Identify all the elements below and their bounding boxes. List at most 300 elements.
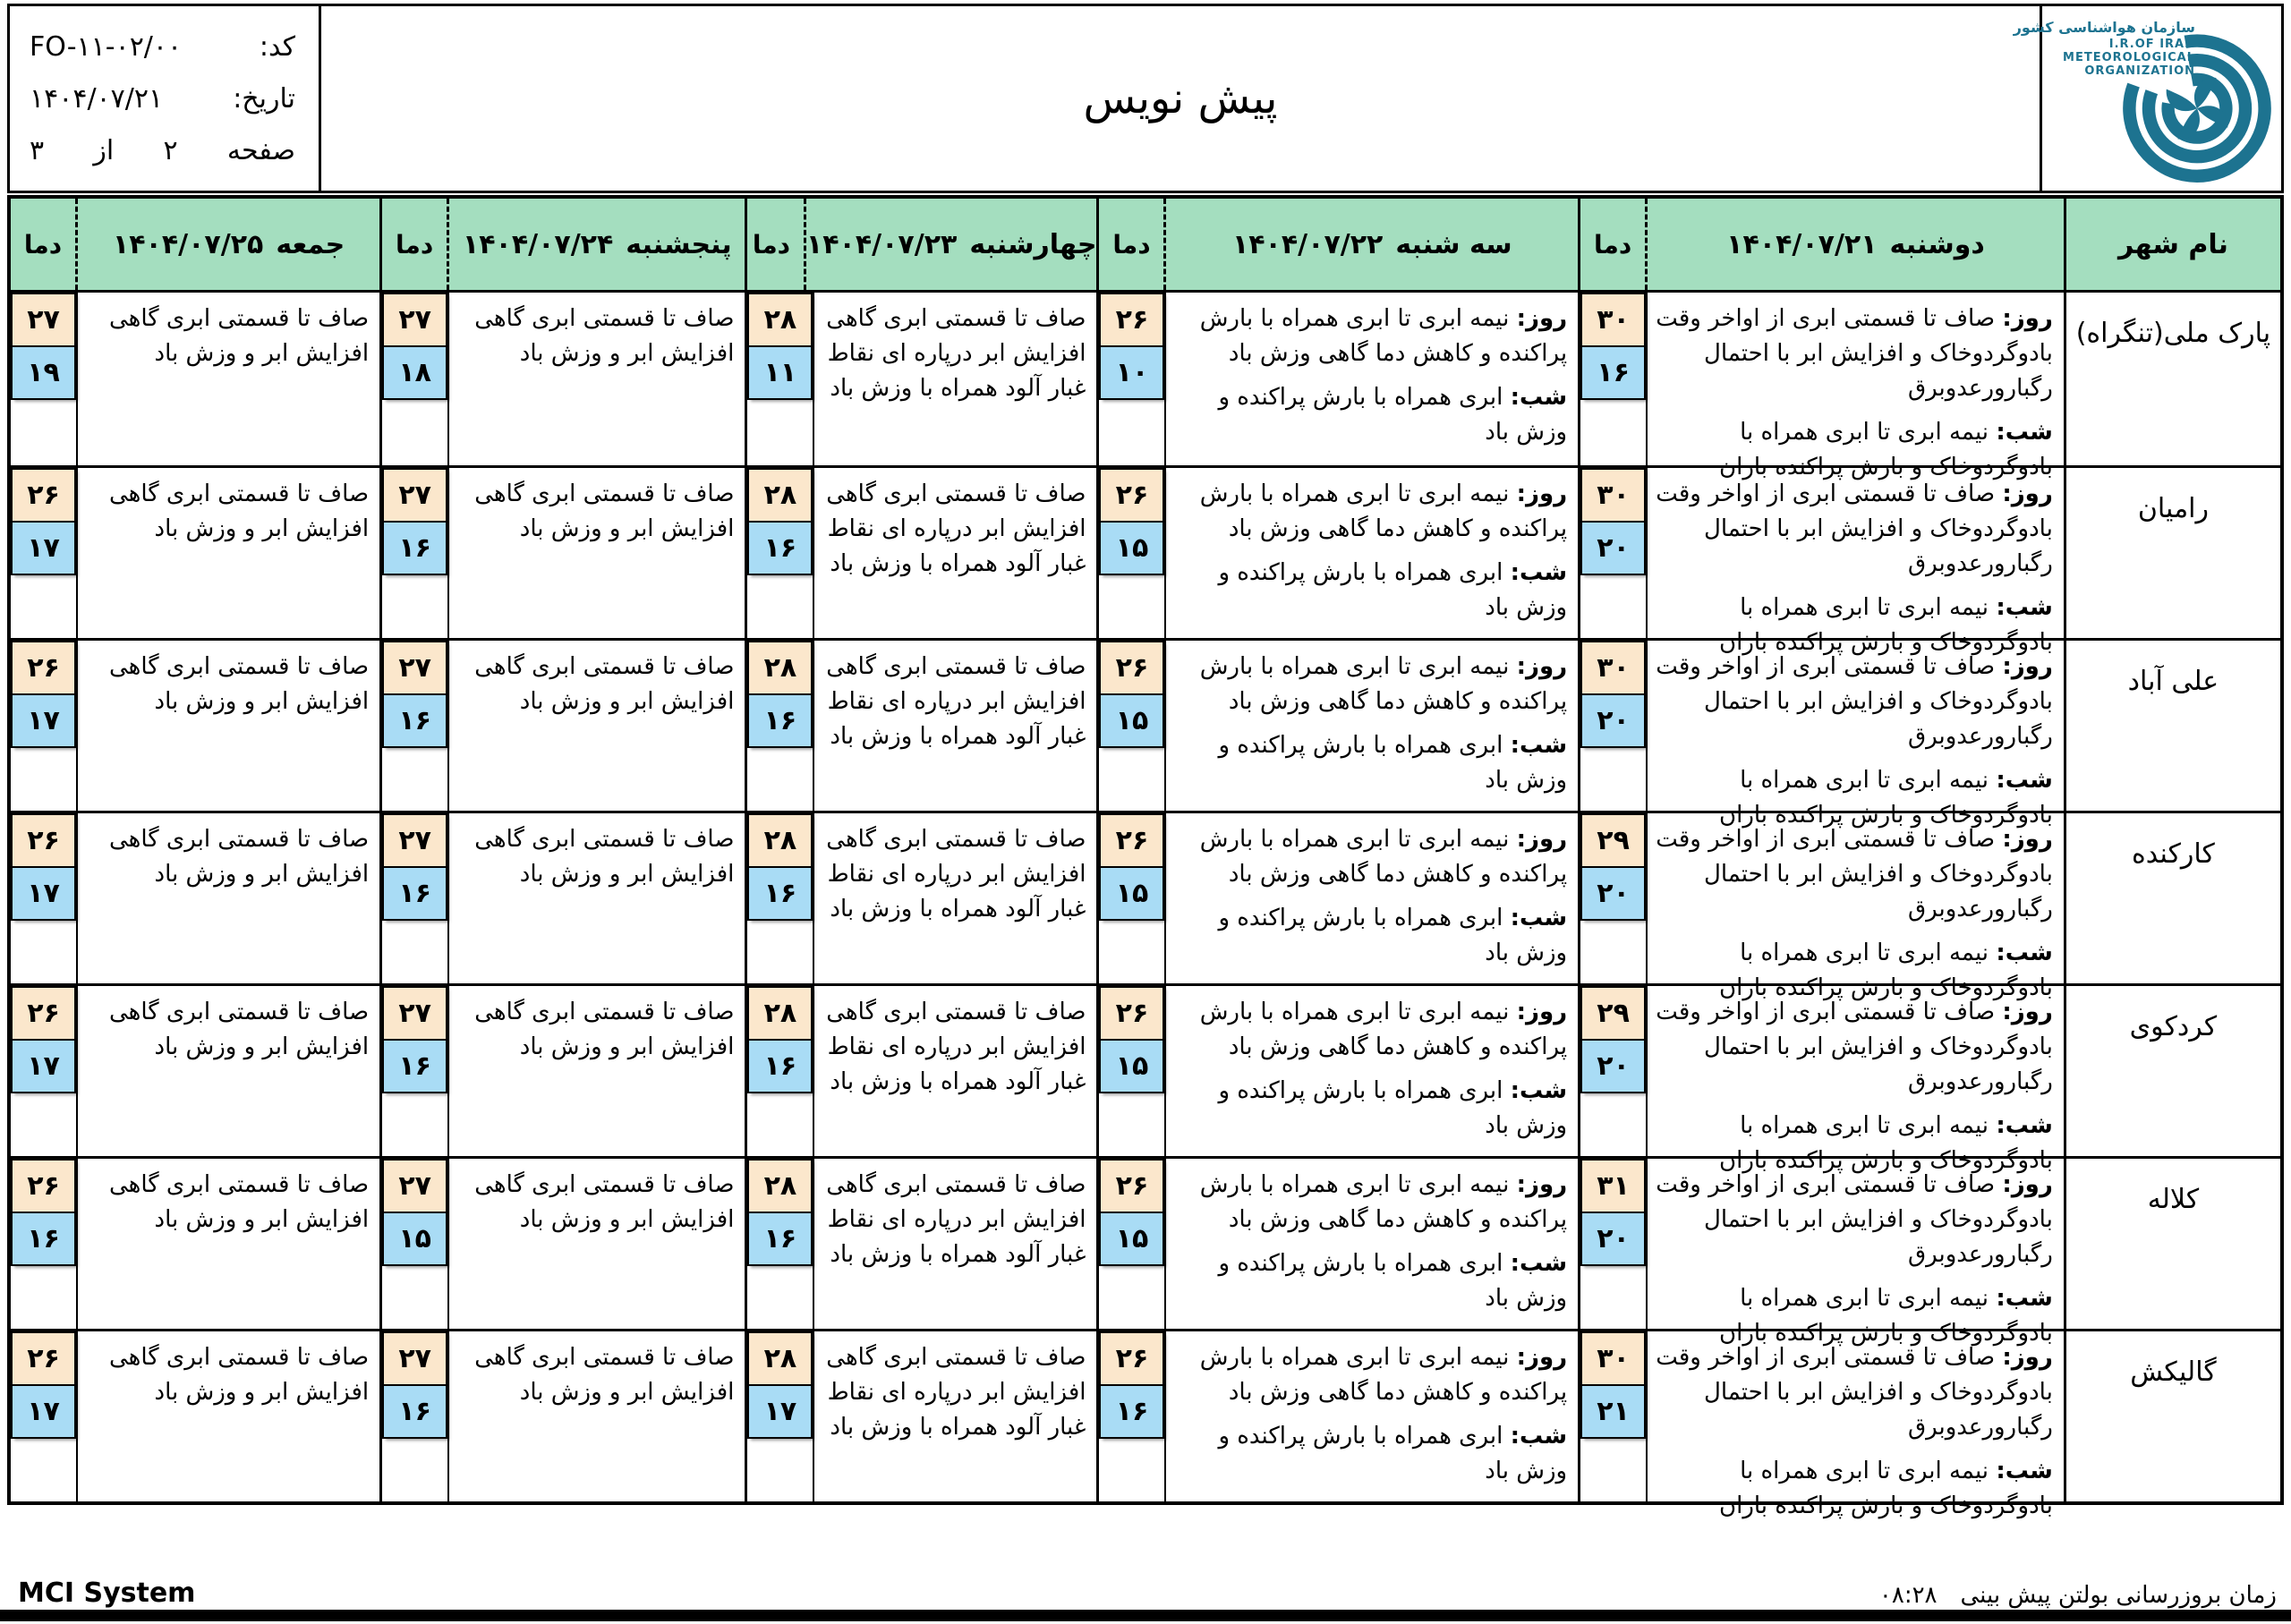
temp-cell bbox=[1099, 468, 1166, 638]
forecast-cell bbox=[1166, 1159, 1578, 1329]
temp-cell bbox=[11, 986, 78, 1156]
temp-cell bbox=[1580, 293, 1648, 465]
temp-stack bbox=[382, 1331, 447, 1439]
max-temp: ۲۹ bbox=[1580, 813, 1646, 868]
update-time: ۰۸:۲۸ bbox=[1878, 1582, 1938, 1609]
forecast-text: صاف تا قسمتی ابری گاهی افزایش ابر و وزش باد bbox=[474, 305, 735, 367]
temp-stack bbox=[11, 1159, 76, 1266]
day-header-label bbox=[449, 199, 745, 290]
forecast-cell bbox=[814, 813, 1096, 983]
temp-cell bbox=[1099, 813, 1166, 983]
temp-cell bbox=[1580, 1159, 1648, 1329]
forecast-cell bbox=[1648, 986, 2064, 1174]
day-header-friday bbox=[11, 199, 379, 290]
temp-cell bbox=[747, 293, 814, 465]
temp-cell bbox=[11, 468, 78, 638]
day-name: جمعه bbox=[276, 228, 345, 260]
temp-stack bbox=[747, 813, 813, 921]
table-header-row bbox=[11, 199, 2280, 293]
max-temp: ۳۱ bbox=[1580, 1159, 1646, 1213]
temp-cell bbox=[382, 293, 449, 465]
max-temp: ۲۷ bbox=[382, 641, 447, 695]
night-label: شب: bbox=[1996, 767, 2053, 794]
temp-stack bbox=[11, 1331, 76, 1439]
day-date: ۱۴۰۴/۰۷/۲۱ bbox=[1726, 228, 1878, 260]
night-forecast: نیمه ابری تا ابری همراه با بادوگردوخاک و بارش پراکنده باران bbox=[1719, 419, 2053, 480]
temp-cell bbox=[747, 1159, 814, 1329]
day-cell bbox=[745, 293, 1096, 465]
temp-stack bbox=[1580, 1159, 1646, 1266]
table-row bbox=[11, 811, 2280, 1001]
temp-stack bbox=[1099, 1331, 1164, 1439]
temp-cell bbox=[1099, 641, 1166, 811]
max-temp: ۲۶ bbox=[1099, 986, 1164, 1041]
city-header: نام شهر bbox=[2064, 199, 2280, 290]
night-label: شب: bbox=[1996, 594, 2053, 621]
day-forecast: صاف تا قسمتی ابری از اواخر وقت بادوگردوخاک و افزایش ابر با احتمال رگبارورعدوبرق bbox=[1656, 999, 2053, 1095]
min-temp: ۱۶ bbox=[747, 1039, 813, 1093]
max-temp: ۲۶ bbox=[1099, 813, 1164, 868]
max-temp: ۳۰ bbox=[1580, 641, 1646, 695]
day-label: روز: bbox=[2002, 1171, 2053, 1198]
temp-cell bbox=[1580, 641, 1648, 811]
night-forecast: نیمه ابری تا ابری همراه با بادوگردوخاک و بارش پراکنده باران bbox=[1719, 1112, 2053, 1174]
min-temp: ۱۶ bbox=[1580, 345, 1646, 400]
day-cell bbox=[379, 1331, 745, 1501]
day-cell bbox=[1096, 293, 1578, 465]
temp-header: دما bbox=[739, 199, 806, 290]
night-forecast: نیمه ابری تا ابری همراه با بادوگردوخاک و بارش پراکنده باران bbox=[1719, 1285, 2053, 1347]
forecast-cell bbox=[1648, 813, 2064, 1001]
temp-cell bbox=[1099, 1331, 1166, 1501]
min-temp: ۱۶ bbox=[382, 693, 447, 748]
forecast-cell bbox=[814, 1331, 1096, 1501]
night-label: شب: bbox=[1510, 905, 1568, 931]
night-label: شب: bbox=[1510, 1423, 1568, 1450]
day-forecast: صاف تا قسمتی ابری از اواخر وقت بادوگردوخاک و افزایش ابر با احتمال رگبارورعدوبرق bbox=[1656, 480, 2053, 577]
day-cell bbox=[1578, 1331, 2064, 1519]
day-date: ۱۴۰۴/۰۷/۲۳ bbox=[805, 228, 958, 260]
night-forecast: ابری همراه با بارش پراکنده و وزش باد bbox=[1218, 559, 1568, 621]
forecast-text: صاف تا قسمتی ابری گاهی افزایش ابر و وزش باد bbox=[108, 1171, 370, 1233]
night-label: شب: bbox=[1510, 559, 1568, 586]
forecast-cell bbox=[78, 1331, 379, 1501]
day-forecast: صاف تا قسمتی ابری از اواخر وقت بادوگردوخاک و افزایش ابر با احتمال رگبارورعدوبرق bbox=[1656, 826, 2053, 923]
city-name: کارکنده bbox=[2064, 813, 2280, 983]
day-forecast: صاف تا قسمتی ابری از اواخر وقت بادوگردوخاک و افزایش ابر با احتمال رگبارورعدوبرق bbox=[1656, 1344, 2053, 1441]
temp-stack bbox=[382, 1159, 447, 1266]
day-label: روز: bbox=[1516, 480, 1568, 507]
min-temp: ۱۶ bbox=[382, 866, 447, 921]
forecast-cell bbox=[449, 986, 745, 1156]
forecast-text: صاف تا قسمتی ابری گاهی افزایش ابر و وزش باد bbox=[108, 653, 370, 715]
temp-cell bbox=[1099, 1159, 1166, 1329]
temp-stack bbox=[747, 1159, 813, 1266]
forecast-cell bbox=[78, 293, 379, 465]
day-cell bbox=[1578, 986, 2064, 1174]
date-label: تاریخ: bbox=[233, 82, 295, 115]
forecast-cell bbox=[449, 641, 745, 811]
max-temp: ۲۶ bbox=[1099, 1331, 1164, 1386]
max-temp: ۲۸ bbox=[747, 293, 813, 347]
forecast-cell bbox=[1166, 1331, 1578, 1501]
day-label: روز: bbox=[2002, 999, 2053, 1025]
temp-stack bbox=[11, 986, 76, 1093]
day-label: روز: bbox=[1516, 826, 1568, 853]
day-name: پنجشنبه bbox=[626, 228, 732, 260]
day-cell bbox=[379, 813, 745, 983]
min-temp: ۱۶ bbox=[747, 1212, 813, 1266]
temp-stack bbox=[1099, 1159, 1164, 1266]
max-temp: ۲۶ bbox=[1099, 641, 1164, 695]
table-row bbox=[11, 638, 2280, 829]
table-row bbox=[11, 465, 2280, 656]
night-forecast: نیمه ابری تا ابری همراه با بادوگردوخاک و بارش پراکنده باران bbox=[1719, 940, 2053, 1001]
city-name: پارک ملی(تنگراه) bbox=[2064, 293, 2280, 465]
day-cell bbox=[1578, 468, 2064, 656]
max-temp: ۲۶ bbox=[1099, 468, 1164, 523]
night-forecast: نیمه ابری تا ابری همراه با بادوگردوخاک و بارش پراکنده باران bbox=[1719, 594, 2053, 656]
forecast-text: صاف تا قسمتی ابری گاهی افزایش ابر و وزش باد bbox=[108, 999, 370, 1060]
night-forecast: ابری همراه با بارش پراکنده و وزش باد bbox=[1218, 732, 1568, 794]
day-date: ۱۴۰۴/۰۷/۲۴ bbox=[462, 228, 614, 260]
day-cell bbox=[1096, 813, 1578, 983]
day-cell bbox=[745, 986, 1096, 1156]
max-temp: ۲۷ bbox=[11, 293, 76, 347]
day-header-monday bbox=[1578, 199, 2064, 290]
min-temp: ۲۰ bbox=[1580, 866, 1646, 921]
min-temp: ۱۶ bbox=[382, 1384, 447, 1439]
forecast-cell bbox=[1166, 986, 1578, 1156]
night-label: شب: bbox=[1510, 1250, 1568, 1277]
day-header-label bbox=[1648, 199, 2064, 290]
min-temp: ۱۵ bbox=[1099, 693, 1164, 748]
temp-stack bbox=[1580, 468, 1646, 575]
forecast-cell bbox=[814, 1159, 1096, 1329]
max-temp: ۲۶ bbox=[1099, 1159, 1164, 1213]
forecast-cell bbox=[78, 1159, 379, 1329]
max-temp: ۲۷ bbox=[382, 986, 447, 1041]
min-temp: ۱۶ bbox=[747, 866, 813, 921]
bottom-bar bbox=[0, 1610, 2291, 1621]
forecast-text: صاف تا قسمتی ابری گاهی افزایش ابر درپاره ای نقاط غبار آلود همراه با وزش باد bbox=[826, 305, 1086, 402]
day-label: روز: bbox=[2002, 1344, 2053, 1371]
forecast-text: صاف تا قسمتی ابری گاهی افزایش ابر درپاره ای نقاط غبار آلود همراه با وزش باد bbox=[826, 1344, 1086, 1441]
city-name: گالیکش bbox=[2064, 1331, 2280, 1501]
min-temp: ۱۵ bbox=[1099, 866, 1164, 921]
night-forecast: نیمه ابری تا ابری همراه با بادوگردوخاک و بارش پراکنده باران bbox=[1719, 1458, 2053, 1519]
night-label: شب: bbox=[1996, 940, 2053, 966]
day-date: ۱۴۰۴/۰۷/۲۵ bbox=[112, 228, 264, 260]
page-total: ۳ bbox=[30, 134, 45, 166]
forecast-text: صاف تا قسمتی ابری گاهی افزایش ابر و وزش باد bbox=[108, 826, 370, 888]
temp-stack bbox=[1580, 813, 1646, 921]
night-label: شب: bbox=[1996, 1112, 2053, 1139]
temp-cell bbox=[1580, 813, 1648, 983]
min-temp: ۱۵ bbox=[1099, 1212, 1164, 1266]
temp-cell bbox=[382, 468, 449, 638]
day-cell bbox=[1578, 813, 2064, 1001]
day-name: دوشنبه bbox=[1889, 228, 1985, 260]
day-cell bbox=[1578, 293, 2064, 480]
day-cell bbox=[1096, 468, 1578, 638]
max-temp: ۲۷ bbox=[382, 468, 447, 523]
min-temp: ۱۷ bbox=[11, 866, 76, 921]
temp-stack bbox=[1099, 293, 1164, 400]
forecast-cell bbox=[814, 468, 1096, 638]
max-temp: ۳۰ bbox=[1580, 293, 1646, 347]
forecast-text: صاف تا قسمتی ابری گاهی افزایش ابر و وزش باد bbox=[474, 1171, 735, 1233]
day-cell bbox=[11, 468, 379, 638]
forecast-cell bbox=[1648, 1159, 2064, 1347]
day-label: روز: bbox=[1516, 305, 1568, 332]
temp-stack bbox=[11, 641, 76, 748]
temp-cell bbox=[382, 641, 449, 811]
day-cell bbox=[11, 1159, 379, 1329]
min-temp: ۲۰ bbox=[1580, 693, 1646, 748]
spiral-logo-icon bbox=[2116, 17, 2278, 187]
temp-stack bbox=[1099, 813, 1164, 921]
forecast-cell bbox=[1166, 641, 1578, 811]
day-forecast: نیمه ابری تا ابری همراه با بارش پراکنده و کاهش دما گاهی وزش باد bbox=[1199, 480, 1568, 542]
day-name: چهارشنبه bbox=[969, 228, 1097, 260]
night-forecast: نیمه ابری تا ابری همراه با بادوگردوخاک و بارش پراکنده باران bbox=[1719, 767, 2053, 829]
temp-cell bbox=[747, 1331, 814, 1501]
table-row bbox=[11, 293, 2280, 480]
day-cell bbox=[379, 1159, 745, 1329]
max-temp: ۲۶ bbox=[11, 468, 76, 523]
temp-cell bbox=[382, 986, 449, 1156]
date-row bbox=[30, 83, 295, 115]
forecast-cell bbox=[1648, 641, 2064, 829]
day-forecast: نیمه ابری تا ابری همراه با بارش پراکنده و کاهش دما گاهی وزش باد bbox=[1199, 305, 1568, 367]
temp-stack bbox=[747, 986, 813, 1093]
temp-stack bbox=[382, 986, 447, 1093]
day-forecast: صاف تا قسمتی ابری از اواخر وقت بادوگردوخاک و افزایش ابر با احتمال رگبارورعدوبرق bbox=[1656, 653, 2053, 750]
forecast-text: صاف تا قسمتی ابری گاهی افزایش ابر و وزش باد bbox=[474, 826, 735, 888]
header-meta bbox=[10, 6, 321, 191]
min-temp: ۱۶ bbox=[11, 1212, 76, 1266]
header bbox=[7, 4, 2284, 193]
night-label: شب: bbox=[1996, 419, 2053, 446]
temp-cell bbox=[747, 468, 814, 638]
temp-stack bbox=[11, 293, 76, 400]
forecast-cell bbox=[78, 986, 379, 1156]
city-name: رامیان bbox=[2064, 468, 2280, 638]
max-temp: ۲۸ bbox=[747, 1159, 813, 1213]
page-label: صفحه bbox=[226, 134, 295, 166]
temp-cell bbox=[1580, 1331, 1648, 1501]
temp-cell bbox=[11, 1159, 78, 1329]
system-label: MCI System bbox=[18, 1577, 196, 1609]
night-label: شب: bbox=[1510, 384, 1568, 411]
max-temp: ۲۸ bbox=[747, 986, 813, 1041]
date-value: ۱۴۰۴/۰۷/۲۱ bbox=[30, 82, 164, 115]
city-name: علی آباد bbox=[2064, 641, 2280, 811]
temp-cell bbox=[747, 986, 814, 1156]
temp-cell bbox=[1099, 986, 1166, 1156]
forecast-cell bbox=[814, 641, 1096, 811]
day-forecast: صاف تا قسمتی ابری از اواخر وقت بادوگردوخاک و افزایش ابر با احتمال رگبارورعدوبرق bbox=[1656, 1171, 2053, 1268]
day-label: روز: bbox=[1516, 999, 1568, 1025]
temp-cell bbox=[382, 1159, 449, 1329]
forecast-cell bbox=[1166, 293, 1578, 465]
max-temp: ۲۸ bbox=[747, 1331, 813, 1386]
night-forecast: ابری همراه با بارش پراکنده و وزش باد bbox=[1218, 905, 1568, 966]
temp-stack bbox=[382, 468, 447, 575]
forecast-cell bbox=[78, 641, 379, 811]
forecast-cell bbox=[814, 293, 1096, 465]
max-temp: ۲۷ bbox=[382, 813, 447, 868]
forecast-text: صاف تا قسمتی ابری گاهی افزایش ابر و وزش باد bbox=[108, 480, 370, 542]
forecast-cell bbox=[78, 813, 379, 983]
forecast-cell bbox=[449, 468, 745, 638]
forecast-text: صاف تا قسمتی ابری گاهی افزایش ابر و وزش باد bbox=[474, 1344, 735, 1406]
day-label: روز: bbox=[1516, 653, 1568, 680]
temp-stack bbox=[382, 813, 447, 921]
temp-cell bbox=[11, 641, 78, 811]
day-forecast: نیمه ابری تا ابری همراه با بارش پراکنده و کاهش دما گاهی وزش باد bbox=[1199, 1344, 1568, 1406]
min-temp: ۱۵ bbox=[382, 1212, 447, 1266]
max-temp: ۲۶ bbox=[1099, 293, 1164, 347]
night-label: شب: bbox=[1996, 1458, 2053, 1484]
night-label: شب: bbox=[1996, 1285, 2053, 1312]
update-time-note bbox=[1879, 1582, 2277, 1609]
temp-stack bbox=[747, 293, 813, 400]
temp-header: دما bbox=[382, 199, 449, 290]
forecast-text: صاف تا قسمتی ابری گاهی افزایش ابر و وزش باد bbox=[108, 305, 370, 367]
logo-org-name-en1: I.R.OF IRAN bbox=[2108, 38, 2195, 51]
day-header-tuesday bbox=[1096, 199, 1578, 290]
min-temp: ۱۶ bbox=[1099, 1384, 1164, 1439]
code-value: FO-۱۱-۰۲/۰۰ bbox=[30, 30, 183, 63]
forecast-text: صاف تا قسمتی ابری گاهی افزایش ابر درپاره ای نقاط غبار آلود همراه با وزش باد bbox=[826, 653, 1086, 750]
max-temp: ۲۸ bbox=[747, 468, 813, 523]
max-temp: ۲۶ bbox=[11, 1331, 76, 1386]
page-title: پیش نویس bbox=[1083, 73, 1278, 123]
min-temp: ۲۰ bbox=[1580, 521, 1646, 575]
night-forecast: ابری همراه با بارش پراکنده و وزش باد bbox=[1218, 1423, 1568, 1484]
day-forecast: نیمه ابری تا ابری همراه با بارش پراکنده و کاهش دما گاهی وزش باد bbox=[1199, 999, 1568, 1060]
day-label: روز: bbox=[1516, 1344, 1568, 1371]
day-cell bbox=[1096, 641, 1578, 811]
table-row bbox=[11, 1329, 2280, 1519]
min-temp: ۱۷ bbox=[11, 693, 76, 748]
temp-cell bbox=[11, 813, 78, 983]
max-temp: ۲۷ bbox=[382, 1331, 447, 1386]
temp-stack bbox=[1580, 986, 1646, 1093]
min-temp: ۱۶ bbox=[382, 521, 447, 575]
day-forecast: نیمه ابری تا ابری همراه با بارش پراکنده و کاهش دما گاهی وزش باد bbox=[1199, 1171, 1568, 1233]
max-temp: ۲۶ bbox=[11, 641, 76, 695]
day-cell bbox=[11, 813, 379, 983]
forecast-cell bbox=[449, 1159, 745, 1329]
max-temp: ۳۰ bbox=[1580, 468, 1646, 523]
table-row bbox=[11, 1156, 2280, 1347]
forecast-text: صاف تا قسمتی ابری گاهی افزایش ابر درپاره ای نقاط غبار آلود همراه با وزش باد bbox=[826, 1171, 1086, 1268]
min-temp: ۱۷ bbox=[11, 1039, 76, 1093]
day-cell bbox=[1578, 1159, 2064, 1347]
day-label: روز: bbox=[2002, 826, 2053, 853]
temp-stack bbox=[747, 641, 813, 748]
temp-cell bbox=[11, 293, 78, 465]
min-temp: ۱۸ bbox=[382, 345, 447, 400]
temp-cell bbox=[382, 1331, 449, 1501]
temp-cell bbox=[1580, 468, 1648, 638]
day-header-label bbox=[78, 199, 379, 290]
min-temp: ۲۰ bbox=[1580, 1039, 1646, 1093]
city-name: کردکوی bbox=[2064, 986, 2280, 1156]
min-temp: ۱۶ bbox=[747, 693, 813, 748]
day-forecast: صاف تا قسمتی ابری از اواخر وقت بادوگردوخاک و افزایش ابر با احتمال رگبارورعدوبرق bbox=[1656, 305, 2053, 402]
temp-stack bbox=[382, 293, 447, 400]
temp-stack bbox=[382, 641, 447, 748]
forecast-cell bbox=[1166, 813, 1578, 983]
day-header-thursday bbox=[379, 199, 745, 290]
code-row bbox=[30, 31, 295, 63]
temp-stack bbox=[1580, 1331, 1646, 1439]
forecast-cell bbox=[449, 1331, 745, 1501]
forecast-text: صاف تا قسمتی ابری گاهی افزایش ابر درپاره ای نقاط غبار آلود همراه با وزش باد bbox=[826, 480, 1086, 577]
night-forecast: ابری همراه با بارش پراکنده و وزش باد bbox=[1218, 384, 1568, 446]
page-row bbox=[30, 135, 295, 166]
day-forecast: نیمه ابری تا ابری همراه با بارش پراکنده و کاهش دما گاهی وزش باد bbox=[1199, 653, 1568, 715]
temp-stack bbox=[11, 813, 76, 921]
forecast-text: صاف تا قسمتی ابری گاهی افزایش ابر و وزش باد bbox=[474, 653, 735, 715]
min-temp: ۱۶ bbox=[747, 521, 813, 575]
day-cell bbox=[11, 986, 379, 1156]
temp-cell bbox=[382, 813, 449, 983]
night-label: شب: bbox=[1510, 1077, 1568, 1104]
forecast-text: صاف تا قسمتی ابری گاهی افزایش ابر درپاره ای نقاط غبار آلود همراه با وزش باد bbox=[826, 826, 1086, 923]
temp-stack bbox=[11, 468, 76, 575]
imo-logo bbox=[2013, 6, 2281, 191]
night-label: شب: bbox=[1510, 732, 1568, 759]
max-temp: ۲۶ bbox=[11, 1159, 76, 1213]
temp-header: دما bbox=[1580, 199, 1648, 290]
forecast-table bbox=[7, 195, 2284, 1519]
day-header-label bbox=[1166, 199, 1578, 290]
max-temp: ۲۷ bbox=[382, 1159, 447, 1213]
temp-header: دما bbox=[11, 199, 78, 290]
forecast-cell bbox=[1648, 468, 2064, 656]
logo-org-name-en3: ORGANIZATION bbox=[2084, 64, 2195, 78]
forecast-text: صاف تا قسمتی ابری گاهی افزایش ابر و وزش باد bbox=[474, 480, 735, 542]
forecast-cell bbox=[1648, 1331, 2064, 1519]
day-cell bbox=[1578, 641, 2064, 829]
max-temp: ۲۶ bbox=[11, 813, 76, 868]
max-temp: ۳۰ bbox=[1580, 1331, 1646, 1386]
temp-cell bbox=[1580, 986, 1648, 1156]
day-forecast: نیمه ابری تا ابری همراه با بارش پراکنده و کاهش دما گاهی وزش باد bbox=[1199, 826, 1568, 888]
footer bbox=[18, 1566, 2277, 1609]
forecast-cell bbox=[1648, 293, 2064, 480]
day-header-label bbox=[806, 199, 1097, 290]
temp-stack bbox=[747, 468, 813, 575]
day-cell bbox=[745, 1159, 1096, 1329]
day-cell bbox=[1096, 1159, 1578, 1329]
min-temp: ۲۱ bbox=[1580, 1384, 1646, 1439]
day-cell bbox=[11, 1331, 379, 1501]
day-label: روز: bbox=[2002, 653, 2053, 680]
forecast-text: صاف تا قسمتی ابری گاهی افزایش ابر و وزش باد bbox=[108, 1344, 370, 1406]
night-forecast: ابری همراه با بارش پراکنده و وزش باد bbox=[1218, 1250, 1568, 1312]
forecast-cell bbox=[1166, 468, 1578, 638]
max-temp: ۲۷ bbox=[382, 293, 447, 347]
temp-stack bbox=[747, 1331, 813, 1439]
day-label: روز: bbox=[1516, 1171, 1568, 1198]
temp-stack bbox=[1580, 641, 1646, 748]
